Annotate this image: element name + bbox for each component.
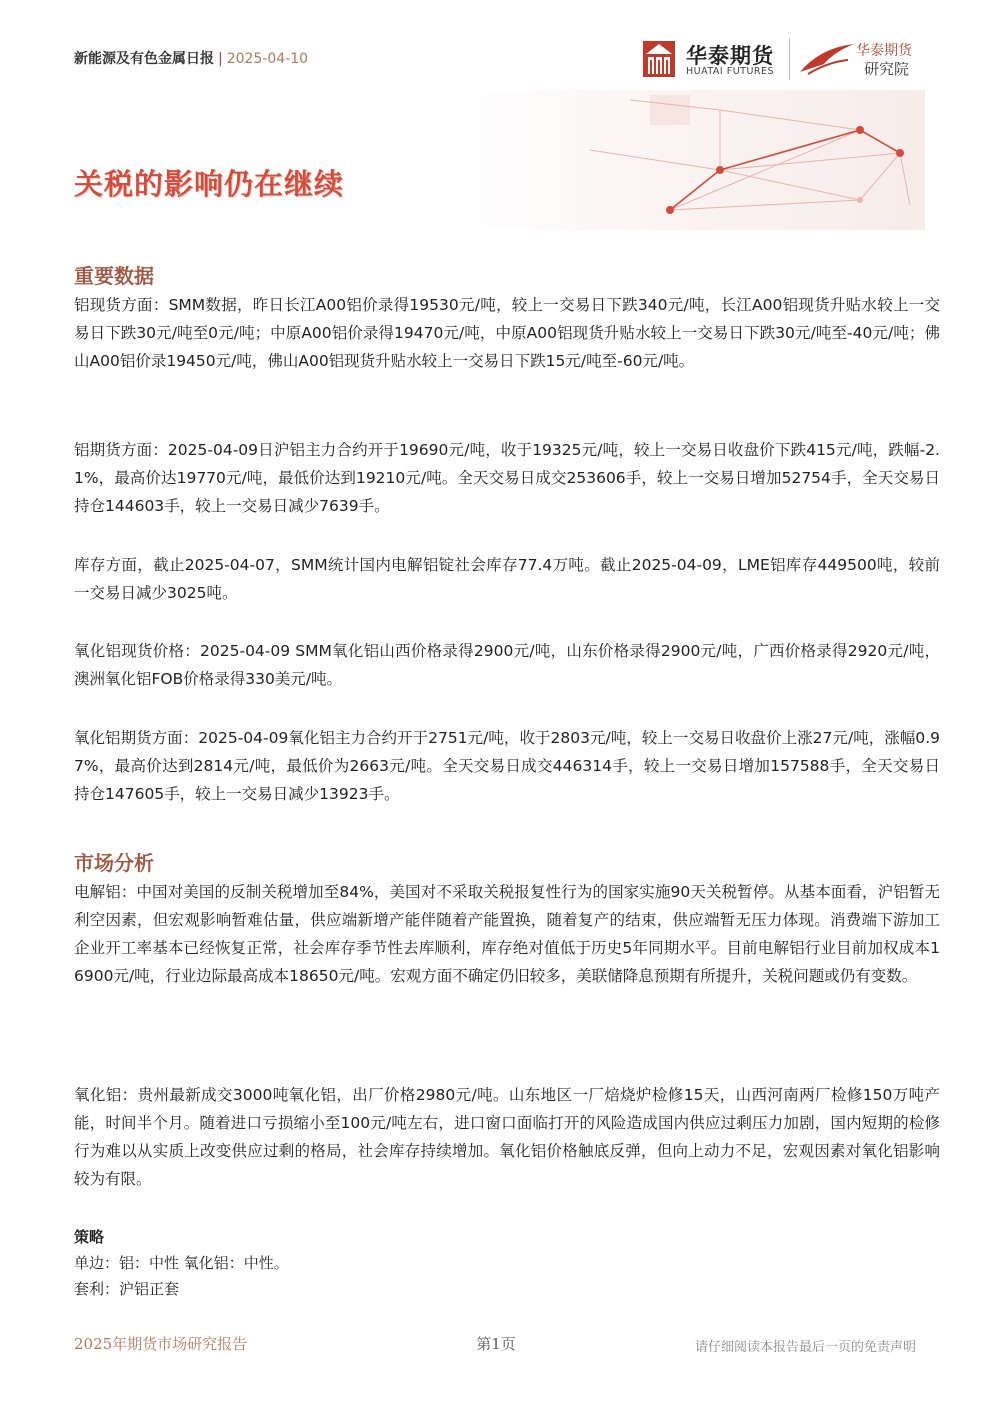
huatai-logo-icon [642,40,676,78]
network-decoration-icon [70,90,925,230]
research-institute-logo-icon [798,38,858,78]
report-date: 2025-04-10 [226,51,309,67]
brand-name-cn: 华泰期货 [686,44,774,68]
strategy-single-side: 单边：铝：中性 氧化铝：中性。 [74,1254,289,1272]
brand-name-en: HUATAI FUTURES [686,66,775,77]
section-heading-market-analysis: 市场分析 [74,851,154,875]
paragraph-aluminum-futures: 铝期货方面：2025-04-09日沪铝主力合约开于19690元/吨，收于19325元/吨，较上一交易日收盘价下跌415元/吨，跌幅-2.1%，最高价达19770元/吨，最低价达到19210元/吨。全天交易日成交253606手，较上一交易日增加52754手，全天交易日持仓144603手，较上一交易日减少7639手。 [74,441,940,515]
section-heading-key-data: 重要数据 [74,264,154,288]
title-banner [70,90,925,230]
paragraph-alumina-analysis: 氧化铝：贵州最新成交3000吨氧化铝，出厂价格2980元/吨。山东地区一厂焙烧炉检修15天，山西河南两厂检修150万吨产能，时间半个月。随着进口亏损缩小至100元/吨左右，进口窗口面临打开的风险造成国内供应过剩压力加剧，国内短期的检修行为难以从实质上改变供应过剩的格局，社会库存持续增加。氧化铝价格触底反弹，但向上动力不足，宏观因素对氧化铝影响较为有限。 [74,1086,940,1188]
strategy-heading: 策略 [74,1228,105,1246]
strategy-block [74,1224,289,1302]
research-institute-label: 研究院 [864,60,910,78]
page-title: 关税的影响仍在继续 [74,167,345,201]
page-number: 第1页 [476,1335,516,1353]
brand-divider [789,38,790,80]
paragraph-aluminum-spot: 铝现货方面：SMM数据，昨日长江A00铝价录得19530元/吨，较上一交易日下跌340元/吨，长江A00铝现货升贴水较上一交易日下跌30元/吨至0元/吨；中原A00铝价录得19470元/吨，中原A00铝现货升贴水较上一交易日下跌30元/吨至-40元/吨；佛山A00铝价录19450元/吨，佛山A00铝现货升贴水较上一交易日下跌15元/吨至-60元/吨。 [74,296,940,370]
brand-logo-block [642,38,932,82]
paragraph-electrolytic-aluminum: 电解铝：中国对美国的反制关税增加至84%，美国对不采取关税报复性行为的国家实施90天关税暂停。从基本面看，沪铝暂无利空因素，但宏观影响暂难估量，供应端新增产能伴随着产能置换，随着复产的结束，供应端暂无压力体现。消费端下游加工企业开工率基本已经恢复正常，社会库存季节性去库顺利，库存绝对值低于历史5年同期水平。目前电解铝行业目前加权成本16900元/吨，行业边际最高成本18650元/吨。宏观方面不确定仍旧较多，美联储降息预期有所提升，关税问题或仍有变数。 [74,883,940,985]
footer-disclaimer-note: 请仔细阅读本报告最后一页的免责声明 [694,1340,916,1355]
header-separator: | [218,51,223,67]
footer-report-label: 2025年期货市场研究报告 [74,1335,248,1353]
report-name: 新能源及有色金属日报 [74,51,214,67]
report-header [74,48,308,68]
paragraph-inventory: 库存方面，截止2025-04-07，SMM统计国内电解铝锭社会库存77.4万吨。截止2025-04-09，LME铝库存449500吨，较前一交易日减少3025吨。 [74,556,940,602]
paragraph-alumina-futures: 氧化铝期货方面：2025-04-09氧化铝主力合约开于2751元/吨，收于2803元/吨，较上一交易日收盘价上涨27元/吨，涨幅0.97%，最高价达到2814元/吨，最低价为2663元/吨。全天交易日成交446314手，较上一交易日增加157588手，全天交易日持仓147605手，较上一交易日减少13923手。 [74,729,940,803]
strategy-arbitrage: 套利：沪铝正套 [74,1280,180,1298]
research-brand-name: 华泰期货 [856,43,912,59]
paragraph-alumina-spot: 氧化铝现货价格：2025-04-09 SMM氧化铝山西价格录得2900元/吨，山东价格录得2900元/吨，广西价格录得2920元/吨，澳洲氧化铝FOB价格录得330美元/吨。 [74,642,940,688]
